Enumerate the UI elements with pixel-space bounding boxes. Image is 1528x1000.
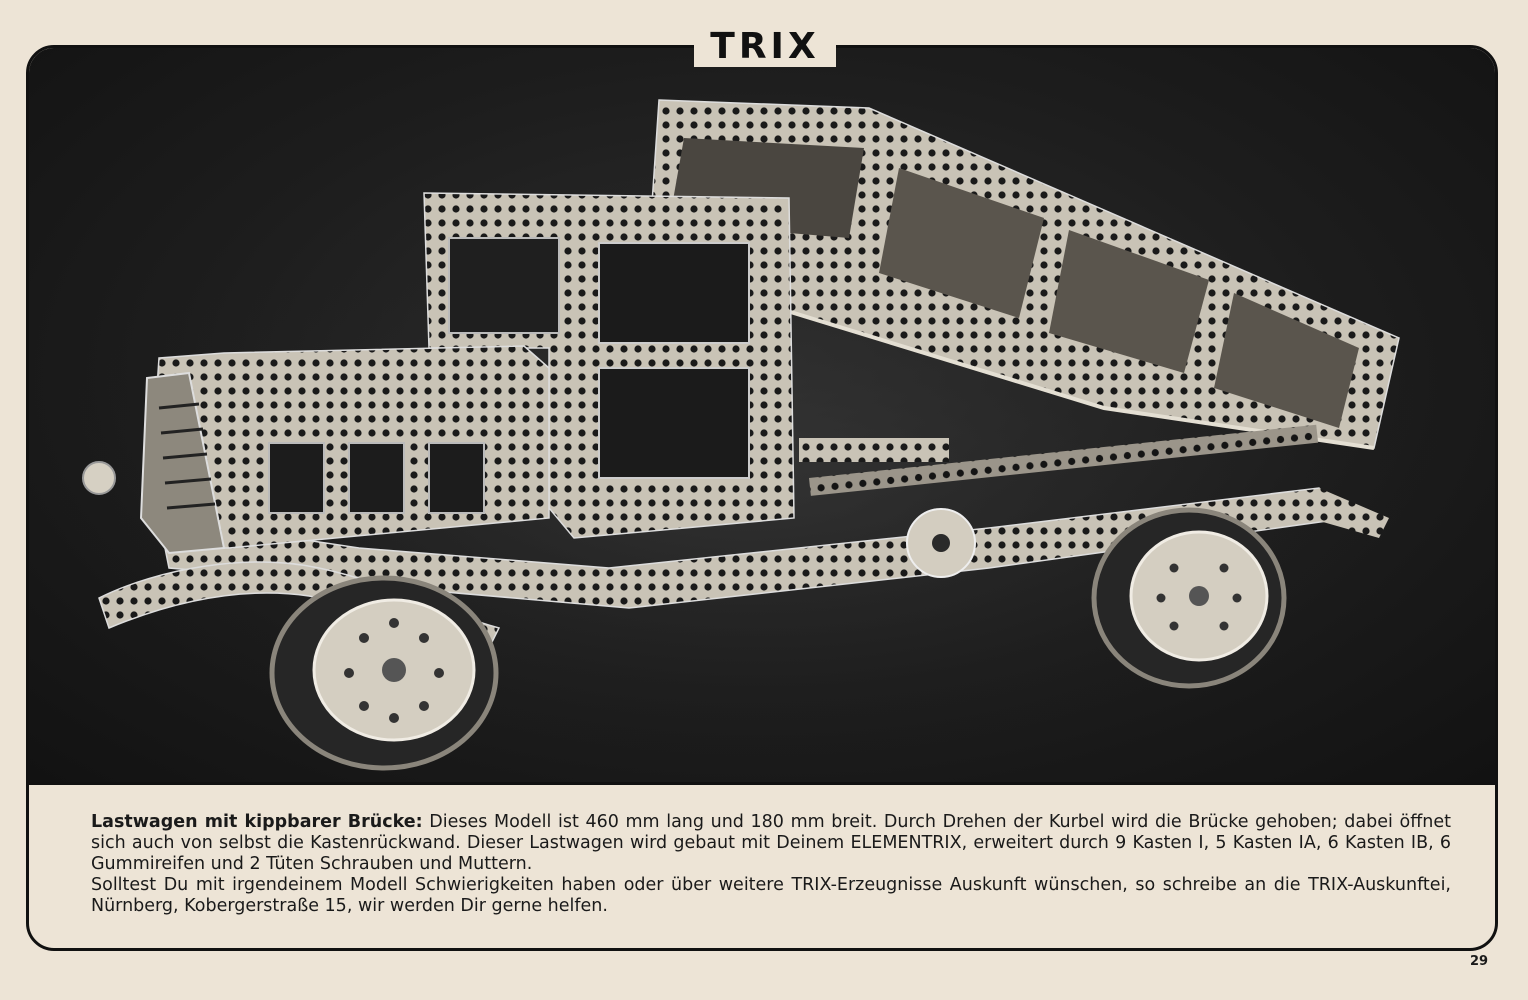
front-wheel: [272, 578, 496, 768]
crank-wheel: [907, 509, 975, 577]
caption-paragraph: [91, 812, 1451, 875]
tipper-truck-model-illustration: [29, 48, 1495, 782]
caption-lead: Lastwagen mit kippbarer Brücke:: [91, 812, 423, 832]
caption-help: Solltest Du mit irgendeinem Modell Schwierigkeiten haben oder über weitere TRIX-Erzeugnisse Auskunft wünschen, so schreibe an die TRIX-Auskunftei, Nürnberg, Kobergerstraße 15, wir werden Dir gerne helfen.: [91, 875, 1451, 916]
trix-logo: TRIX: [694, 27, 836, 67]
hood: [83, 346, 549, 553]
truck-photo: [29, 48, 1495, 785]
caption-text: [91, 812, 1451, 917]
caption-description: Dieses Modell ist 460 mm lang und 180 mm breit. Durch Drehen der Kurbel wird die Brücke gehoben; dabei öffnet sich auch von selbst die Kastenrückwand. Dieser Lastwagen wird gebaut mit Deinem ELEMENTRIX, erweitert durch 9 Kasten I, 5 Kasten IA, 6 Kasten IB, 6 Gummireifen und 2 Tüten Schrauben und Muttern.: [91, 812, 1451, 874]
rear-wheel: [1094, 510, 1284, 686]
page-frame: [26, 45, 1498, 951]
page-number: 29: [1470, 954, 1489, 969]
